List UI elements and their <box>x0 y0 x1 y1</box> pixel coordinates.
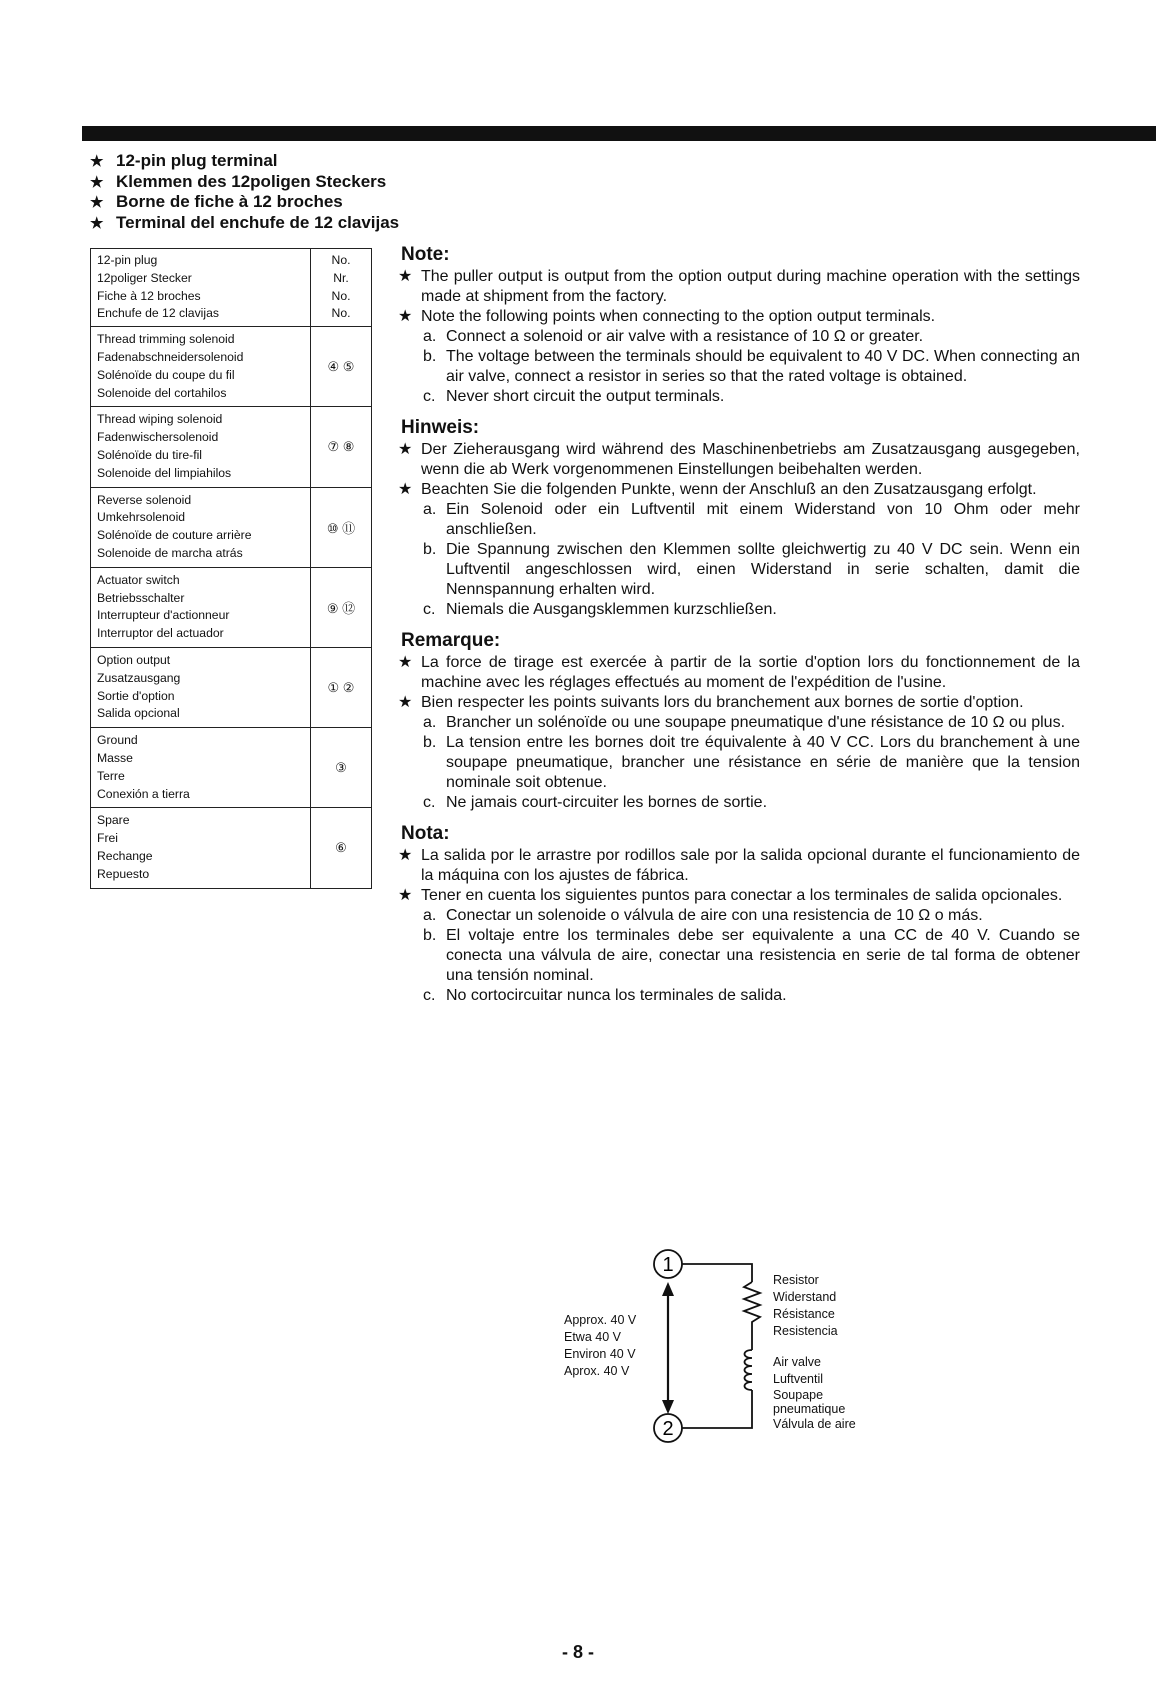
note-subitem: b. Die Spannung zwischen den Klemmen sollte gleichwertig zu 40 V DC sein. Wenn ein Luftventil angeschlossen wird, einen Widerstand in serie schalten, damit die Nennspannung erhalten wird. <box>423 541 1080 598</box>
star-icon: ★ <box>398 887 413 904</box>
heading-line: ★ Borne de fiche à 12 broches <box>90 192 343 211</box>
resistor-icon <box>744 1282 760 1350</box>
pin-numbers: ⑦ ⑧ <box>311 407 372 487</box>
header-names: 12-pin plug 12poliger Stecker Fiche à 12 broches Enchufe de 12 clavijas <box>91 249 311 327</box>
table-row: Option output Zusatzausgang Sortie d'option Salida opcional ① ② <box>91 647 372 727</box>
note-item: ★ Der Zieherausgang wird während des Maschinenbetriebs am Zusatzausgang ausgegeben, wenn die ab Werk vorgenommenen Einstellungen beibehalten werden. <box>398 441 1080 478</box>
terminal-1-label: 1 <box>662 1254 674 1276</box>
table-row: Ground Masse Terre Conexión a tierra ③ <box>91 728 372 808</box>
note-item: ★ Beachten Sie die folgenden Punkte, wenn der Anschluß an den Zusatzausgang erfolgt. <box>398 481 1037 498</box>
pin-numbers: ⑨ ⑫ <box>311 567 372 647</box>
note-item: ★ The puller output is output from the option output during machine operation with the settings made at shipment from the factory. <box>398 268 1080 305</box>
arrow-down-icon <box>662 1400 674 1414</box>
section-title: Hinweis: <box>401 417 480 438</box>
table-row: Reverse solenoid Umkehrsolenoid Solénoïde de couture arrière Solenoide de marcha atrás ⑩ ⑪ <box>91 487 372 567</box>
note-subitem: a. Ein Solenoid oder ein Luftventil mit einem Widerstand von 10 Ohm oder mehr anschließen. <box>423 501 1080 538</box>
note-subitem: a. Brancher un solénoïde ou une soupape pneumatique d'une résistance de 10 Ω ou plus. <box>423 714 1066 731</box>
section-headings <box>90 151 399 233</box>
top-wire <box>682 1264 752 1282</box>
note-subitem: a. Connect a solenoid or air valve with a resistance of 10 Ω or greater. <box>423 328 924 345</box>
note-subitem: b. The voltage between the terminals should be equivalent to 40 V DC. When connecting an air valve, connect a resistor in series so that the rated voltage is obtained. <box>423 348 1080 385</box>
voltage-labels: Approx. 40 V Etwa 40 V Environ 40 V Aprox. 40 V <box>564 1313 637 1378</box>
pin-numbers: ③ <box>311 728 372 808</box>
pin-table <box>90 248 372 889</box>
heading-line: ★ 12-pin plug terminal <box>90 151 278 170</box>
heading-line: ★ Terminal del enchufe de 12 clavijas <box>90 212 400 232</box>
star-icon: ★ <box>398 441 413 458</box>
note-subitem: c. No cortocircuitar nunca los terminales de salida. <box>423 987 787 1004</box>
note-section-es <box>398 823 1080 1006</box>
note-section-fr <box>398 630 1080 813</box>
note-subitem: b. La tension entre les bornes doit tre équivalente à 40 V CC. Lors du branchement à une soupape pneumatique, brancher une résistance en série de manière que la tension nominale soit obtenue. <box>423 734 1080 791</box>
coil-icon <box>745 1350 753 1390</box>
pin-numbers: ① ② <box>311 647 372 727</box>
note-section-de <box>398 417 1080 620</box>
star-icon: ★ <box>398 481 413 498</box>
airvalve-labels: Air valve Luftventil Soupape pneumatique Válvula de aire <box>773 1355 856 1431</box>
star-icon: ★ <box>398 268 413 285</box>
wiring-diagram <box>560 1238 920 1448</box>
section-title: Nota: <box>401 823 450 844</box>
terminal-2-label: 2 <box>662 1418 674 1440</box>
arrow-up-icon <box>662 1282 674 1296</box>
star-icon: ★ <box>398 308 413 325</box>
note-subitem: c. Niemals die Ausgangsklemmen kurzschließen. <box>423 601 777 618</box>
page-number: - 8 - <box>561 1642 594 1662</box>
table-row: Actuator switch Betriebsschalter Interrupteur d'actionneur Interruptor del actuador ⑨ ⑫ <box>91 567 372 647</box>
pin-numbers: ④ ⑤ <box>311 327 372 407</box>
note-item: ★ La force de tirage est exercée à partir de la sortie d'option lors du fonctionnement de la machine avec les réglages effectués au moment de l'expédition de l'usine. <box>398 654 1080 691</box>
heading-line: ★ Klemmen des 12poligen Steckers <box>90 171 387 191</box>
table-row: Spare Frei Rechange Repuesto ⑥ <box>91 808 372 888</box>
note-subitem: b. El voltaje entre los terminales debe ser equivalente a una CC de 40 V. Cuando se conecta una válvula de aire, conectar una resistencia en serie de tal forma de obtener una tensión nominal. <box>423 927 1080 984</box>
pin-numbers: ⑥ <box>311 808 372 888</box>
section-title: Remarque: <box>401 630 501 651</box>
bottom-wire <box>682 1390 752 1428</box>
table-row: Thread wiping solenoid Fadenwischersolenoid Solénoïde du tire-fil Solenoide del limpiahilos ⑦ ⑧ <box>91 407 372 487</box>
note-subitem: c. Ne jamais court-circuiter les bornes de sortie. <box>423 794 768 811</box>
header-nums: No. Nr. No. No. <box>311 249 372 327</box>
note-section-en <box>398 244 1080 407</box>
note-item: ★ La salida por le arrastre por rodillos sale por la salida opcional durante el funcionamiento de la máquina con los ajustes de fábrica. <box>398 847 1080 884</box>
star-icon: ★ <box>398 694 413 711</box>
note-item: ★ Tener en cuenta los siguientes puntos para conectar a los terminales de salida opcionales. <box>398 887 1063 904</box>
notes-column <box>398 244 1080 1016</box>
resistor-labels: Resistor Widerstand Résistance Resistencia <box>773 1273 838 1338</box>
top-rule <box>82 126 1156 141</box>
note-item: ★ Note the following points when connecting to the option output terminals. <box>398 308 936 325</box>
pin-numbers: ⑩ ⑪ <box>311 487 372 567</box>
note-item: ★ Bien respecter les points suivants lors du branchement aux bornes de sortie d'option. <box>398 694 1024 711</box>
star-icon: ★ <box>398 654 413 671</box>
star-icon: ★ <box>398 847 413 864</box>
section-title: Note: <box>401 244 450 265</box>
note-subitem: c. Never short circuit the output terminals. <box>423 388 725 405</box>
note-subitem: a. Conectar un solenoide o válvula de aire con una resistencia de 10 Ω o más. <box>423 907 983 924</box>
table-header-row <box>91 249 372 327</box>
table-row: Thread trimming solenoid Fadenabschneidersolenoid Solénoïde du coupe du fil Solenoide del cortahilos ④ ⑤ <box>91 327 372 407</box>
